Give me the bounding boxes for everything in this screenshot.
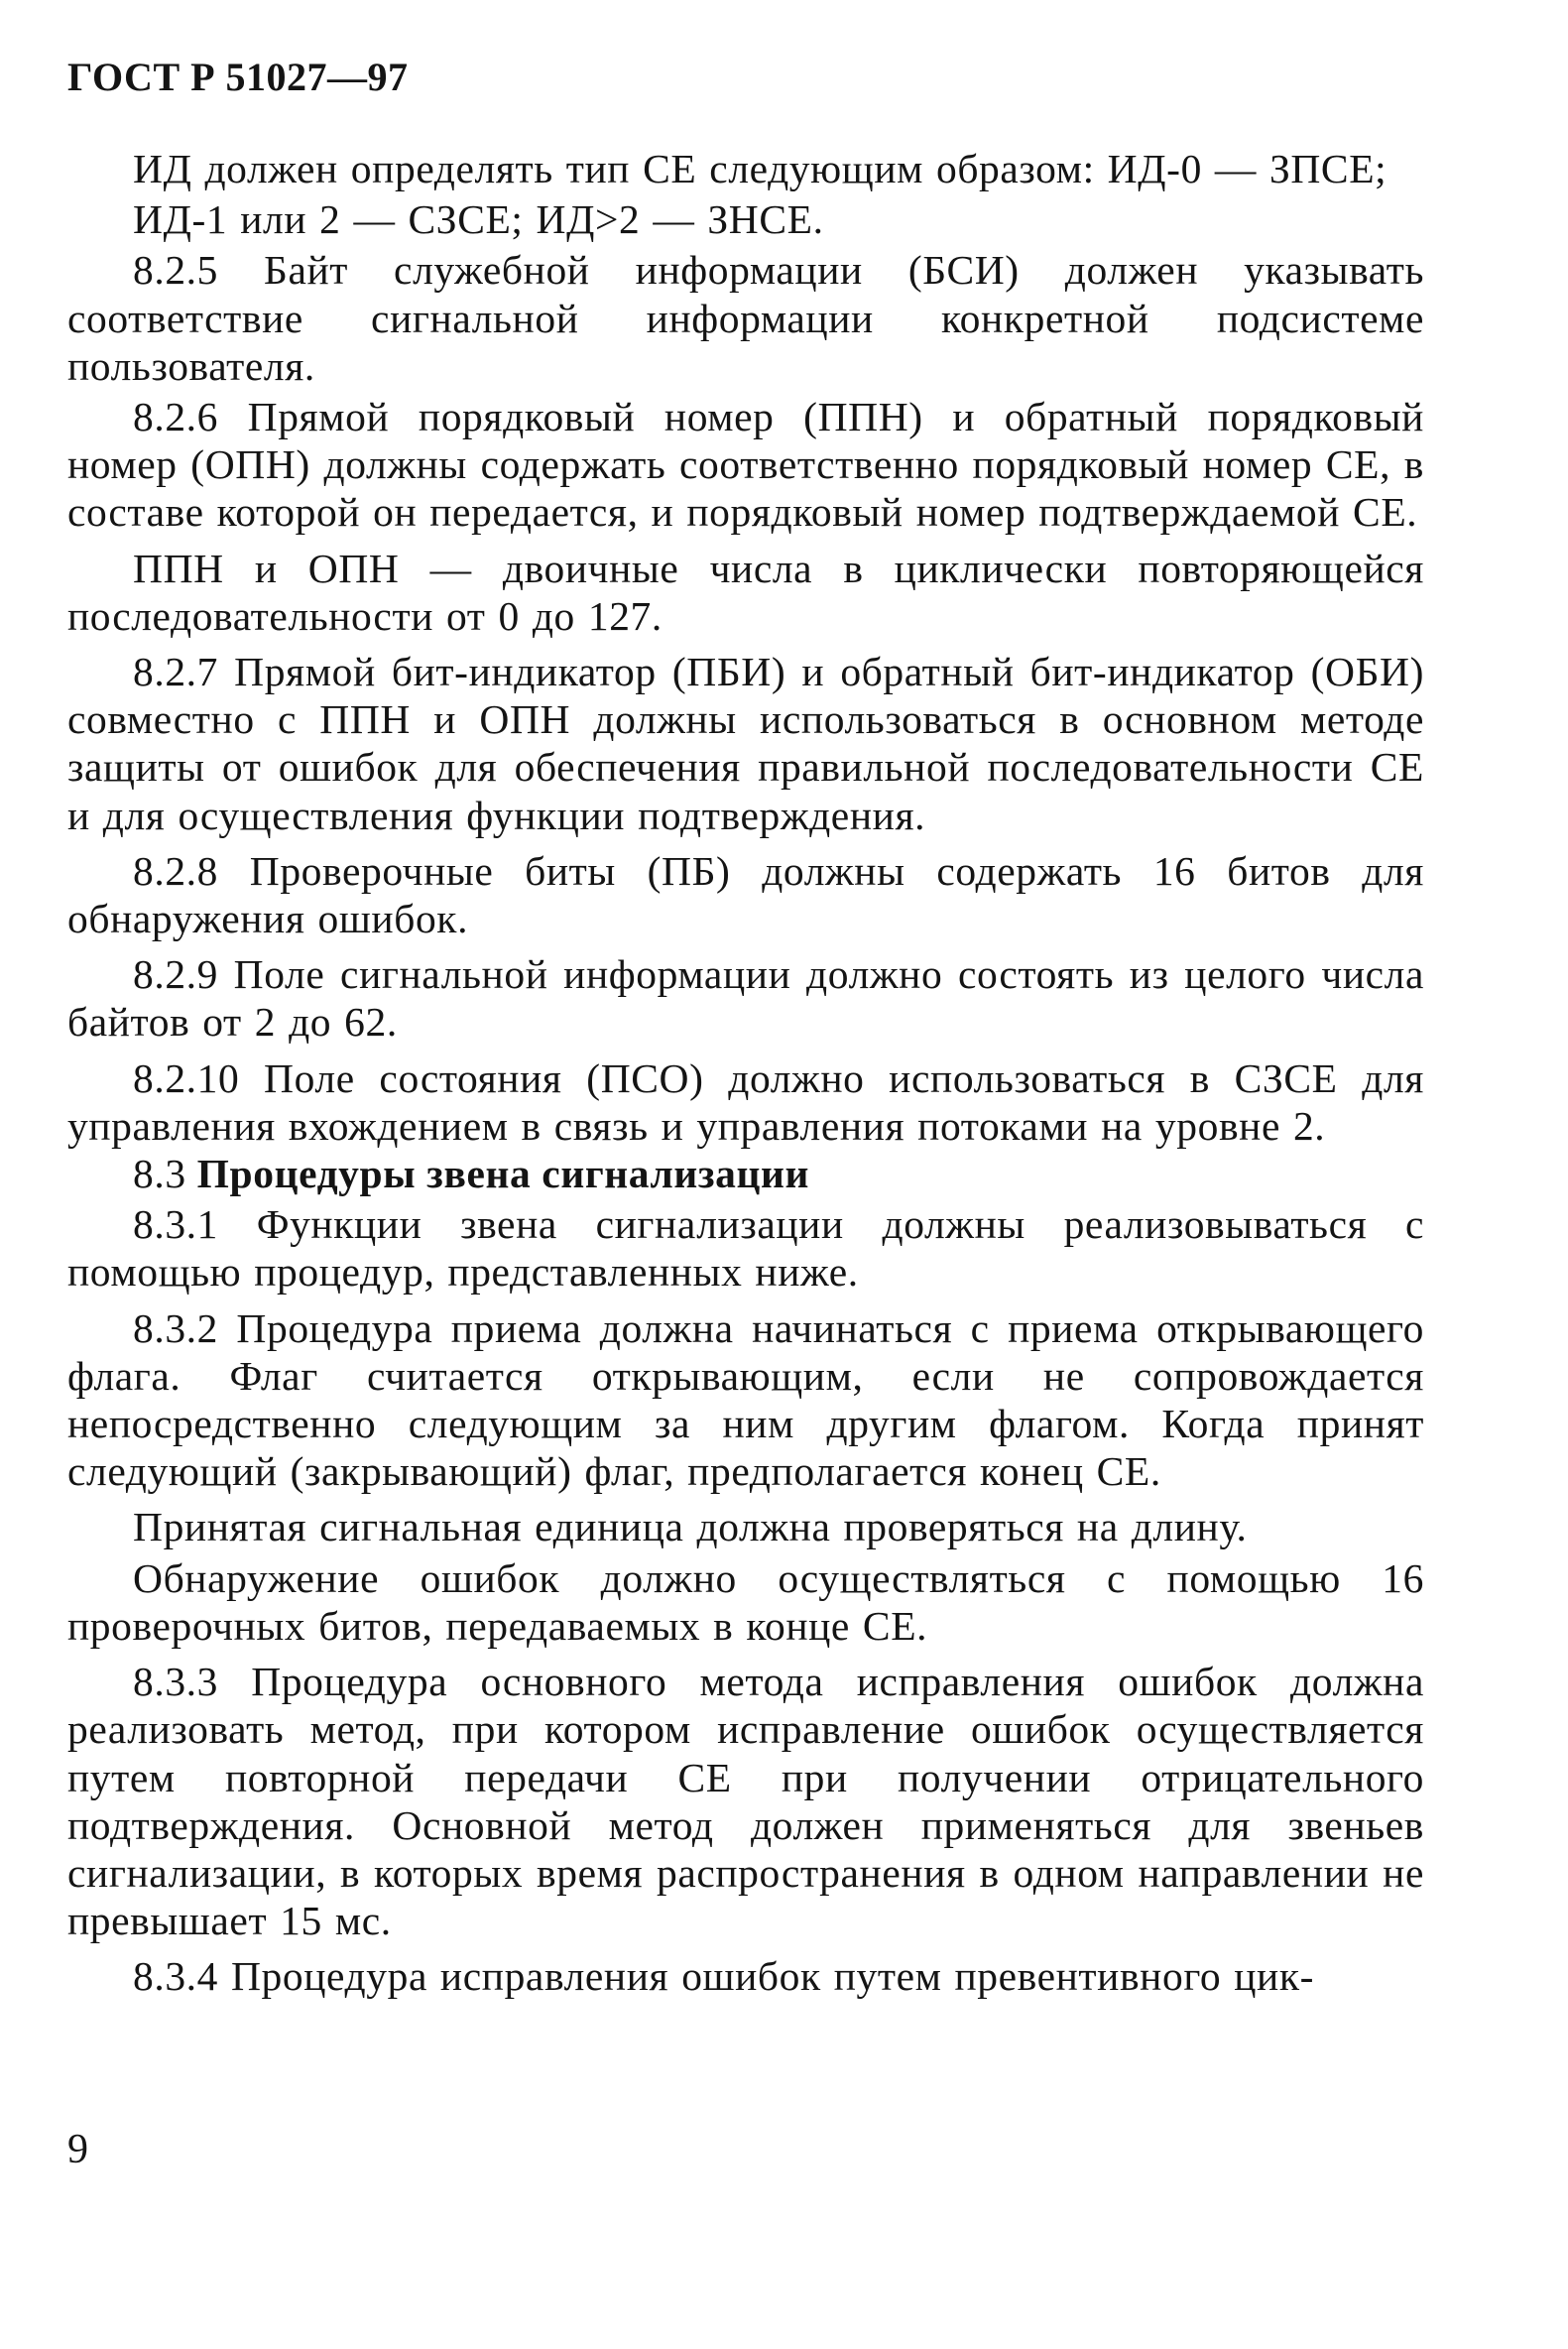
section-heading-number: 8.3	[133, 1151, 186, 1197]
paragraph-8-2-9: 8.2.9 Поле сигнальной информации должно состоять из целого числа байтов от 2 до 62.	[67, 951, 1424, 1046]
section-heading-8-3	[67, 1150, 1424, 1197]
paragraph-error-detection: Обнаружение ошибок должно осуществляться с помощью 16 проверочных битов, передаваемых в конце СЕ.	[67, 1554, 1424, 1649]
paragraph-id-types-cont: ИД-1 или 2 — СЗСЕ; ИД>2 — ЗНСЕ.	[133, 196, 824, 243]
paragraph-ppn-opn: ППН и ОПН — двоичные числа в циклически повторяющейся последовательности от 0 до 127.	[67, 545, 1424, 639]
paragraph-8-2-6: 8.2.6 Прямой порядковый номер (ППН) и обратный порядковый номер (ОПН) должны содержать соответственно порядковый номер СЕ, в составе которой он передается, и порядковый номер подтверждаемой СЕ.	[67, 394, 1424, 536]
paragraph-8-2-5: 8.2.5 Байт служебной информации (БСИ) должен указывать соответствие сигнальной информации конкретной подсистеме пользователя.	[67, 247, 1424, 389]
document-body	[67, 145, 1424, 2001]
paragraph-8-2-7: 8.2.7 Прямой бит-индикатор (ПБИ) и обратный бит-индикатор (ОБИ) совместно с ППН и ОПН должны использоваться в основном методе защиты от ошибок для обеспечения правильной последовательности СЕ и для осуществления функции подтверждения.	[67, 649, 1424, 838]
page-number: 9	[67, 2127, 88, 2172]
paragraph-id-types: ИД должен определять тип СЕ следующим образом: ИД-0 — ЗПСЕ;	[133, 146, 1387, 191]
paragraph-length-check: Принятая сигнальная единица должна проверяться на длину.	[133, 1504, 1248, 1550]
paragraph-8-3-3: 8.3.3 Процедура основного метода исправления ошибок должна реализовать метод, при котором исправление ошибок осуществляется путем повторной передачи СЕ при получении отрицательного подтверждения. Основной метод должен применяться для звеньев сигнализации, в которых время распространения в одном направлении не превышает 15 мс.	[67, 1659, 1424, 1944]
paragraph-8-3-1: 8.3.1 Функции звена сигнализации должны реализовываться с помощью процедур, представленных ниже.	[67, 1201, 1424, 1296]
paragraph-8-2-8: 8.2.8 Проверочные биты (ПБ) должны содержать 16 битов для обнаружения ошибок.	[67, 847, 1424, 942]
paragraph-8-2-10: 8.2.10 Поле состояния (ПСО) должно использоваться в СЗСЕ для управления вхождением в связь и управления потоками на уровне 2.	[67, 1054, 1424, 1149]
document-header: ГОСТ Р 51027—97	[67, 55, 409, 99]
paragraph-8-3-2: 8.3.2 Процедура приема должна начинаться с приема открывающего флага. Флаг считается открывающим, если не сопровождается непосредственно следующим за ним другим флагом. Когда принят следующий (закрывающий) флаг, предполагается конец СЕ.	[67, 1304, 1424, 1495]
paragraph-8-3-4: 8.3.4 Процедура исправления ошибок путем превентивного цик-	[133, 1953, 1315, 2000]
section-heading-title: Процедуры звена сигнализации	[196, 1151, 810, 1197]
